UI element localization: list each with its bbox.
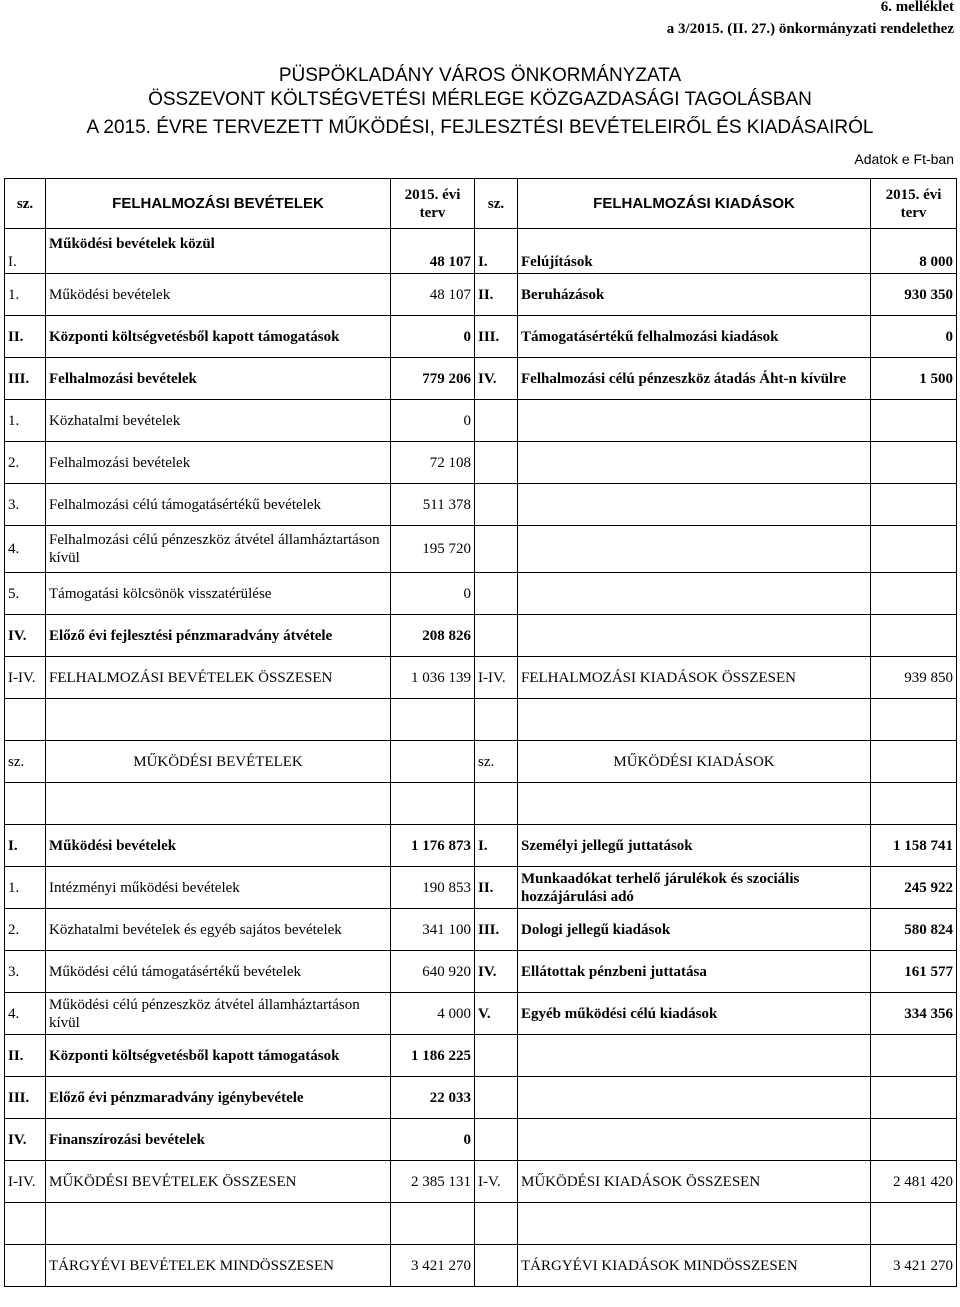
title-line-3: A 2015. ÉVRE TERVEZETT MŰKÖDÉSI, FEJLESZTÉSI BEVÉTELEIRŐL ÉS KIADÁSAIRÓL [86,117,874,138]
expenditure-value: 161 577 [871,951,957,993]
capital-row-2 [5,316,957,358]
revenue-label: Előző évi fejlesztési pénzmaradvány átvétele [46,615,391,657]
empty-cell [475,526,518,573]
expenditure-total-value: 939 850 [871,657,957,699]
revenue-label: Felhalmozási bevételek [46,442,391,484]
expenditure-value: 245 922 [871,867,957,909]
expenditure-label: Egyéb működési célú kiadások [518,993,871,1035]
revenue-value: 48 107 [391,229,475,274]
row-number: II. [475,867,518,909]
sz-header: sz. [475,179,518,229]
row-number: II. [5,1035,46,1077]
revenue-label: Intézményi működési bevételek [46,867,391,909]
empty-cell [475,615,518,657]
expenditure-value: 580 824 [871,909,957,951]
row-number: I. [5,825,46,867]
row-number: I. [475,825,518,867]
expenditure-label: Dologi jellegű kiadások [518,909,871,951]
empty-cell [475,1245,518,1287]
revenue-value: 1 176 873 [391,825,475,867]
empty-cell [475,442,518,484]
revenue-value: 72 108 [391,442,475,484]
row-number: IV. [5,1119,46,1161]
empty-cell [518,442,871,484]
row-number: I-IV. [475,657,518,699]
revenue-label: Működési bevételek [46,825,391,867]
expenditure-value: 0 [871,316,957,358]
empty-cell [475,1077,518,1119]
revenue-value: 190 853 [391,867,475,909]
annex-label: 6. melléklet [880,0,954,15]
revenue-total-label: MŰKÖDÉSI BEVÉTELEK ÖSSZESEN [46,1161,391,1203]
revenue-value: 640 920 [391,951,475,993]
capital-revenue-header: FELHALMOZÁSI BEVÉTELEK [46,179,391,229]
empty-cell [475,1119,518,1161]
revenue-value: 1 186 225 [391,1035,475,1077]
empty-cell [518,526,871,573]
empty-cell [475,1035,518,1077]
revenue-label: Működési bevételek közül [46,229,391,274]
row-number: 1. [5,867,46,909]
row-number: I. [475,229,518,274]
grand-total-expenditure-label: TÁRGYÉVI KIADÁSOK MINDÖSSZESEN [518,1245,871,1287]
empty-cell [871,741,957,783]
revenue-label: Támogatási kölcsönök visszatérülése [46,573,391,615]
capital-row-3 [5,358,957,400]
empty-cell [518,1035,871,1077]
empty-cell [518,615,871,657]
row-number: 1. [5,400,46,442]
revenue-value: 511 378 [391,484,475,526]
expenditure-label: Személyi jellegű juttatások [518,825,871,867]
operating-row-3 [5,951,957,993]
revenue-value: 195 720 [391,526,475,573]
grand-total-expenditure-value: 3 421 270 [871,1245,957,1287]
empty-cell [518,1077,871,1119]
expenditure-label: Felhalmozási célú pénzeszköz átadás Áht-n kívülre [518,358,871,400]
capital-total-row [5,657,957,699]
revenue-value: 341 100 [391,909,475,951]
row-number: 4. [5,993,46,1035]
expenditure-value: 930 350 [871,274,957,316]
row-number: I-IV. [5,657,46,699]
row-number: V. [475,993,518,1035]
capital-row-8 [5,573,957,615]
expenditure-label: Felújítások [518,229,871,274]
row-number: I-IV. [5,1161,46,1203]
capital-row-1 [5,274,957,316]
row-number: II. [475,274,518,316]
plan-header: 2015. évi terv [391,179,475,229]
expenditure-value: 1 158 741 [871,825,957,867]
row-number: III. [5,358,46,400]
decree-reference: a 3/2015. (II. 27.) önkormányzati rendelethez [666,21,954,37]
revenue-label: Központi költségvetésből kapott támogatások [46,316,391,358]
empty-cell [871,526,957,573]
operating-row-5 [5,1035,957,1077]
revenue-label: Közhatalmi bevételek [46,400,391,442]
capital-expenditure-header: FELHALMOZÁSI KIADÁSOK [518,179,871,229]
sz-header: sz. [5,741,46,783]
empty-cell [518,484,871,526]
empty-cell [475,484,518,526]
revenue-label: Működési célú pénzeszköz átvétel államháztartáson kívül [46,993,391,1035]
row-number: III. [475,316,518,358]
units-note: Adatok e Ft-ban [854,151,954,167]
capital-row-7 [5,526,957,573]
row-number: 3. [5,951,46,993]
grand-total-row [5,1245,957,1287]
empty-cell [475,400,518,442]
operating-row-1 [5,867,957,909]
expenditure-value: 334 356 [871,993,957,1035]
empty-cell [391,741,475,783]
operating-expenditure-header: MŰKÖDÉSI KIADÁSOK [518,741,871,783]
operating-row-6 [5,1077,957,1119]
empty-cell [871,1077,957,1119]
expenditure-label: Munkaadókat terhelő járulékok és szociális hozzájárulási adó [518,867,871,909]
expenditure-value: 1 500 [871,358,957,400]
row-number: III. [5,1077,46,1119]
expenditure-label: Ellátottak pénzbeni juttatása [518,951,871,993]
revenue-label: Felhalmozási célú támogatásértékű bevételek [46,484,391,526]
empty-cell [871,400,957,442]
empty-cell [871,1119,957,1161]
empty-cell [871,1035,957,1077]
revenue-label: Központi költségvetésből kapott támogatások [46,1035,391,1077]
row-number: IV. [475,951,518,993]
plan-header: 2015. évi terv [871,179,957,229]
row-number: 2. [5,442,46,484]
capital-header-row [5,179,957,229]
revenue-value: 48 107 [391,274,475,316]
revenue-total-value: 2 385 131 [391,1161,475,1203]
empty-cell [871,615,957,657]
row-number: 5. [5,573,46,615]
revenue-value: 0 [391,400,475,442]
row-number: IV. [5,615,46,657]
capital-row-4 [5,400,957,442]
revenue-value: 0 [391,573,475,615]
expenditure-total-label: FELHALMOZÁSI KIADÁSOK ÖSSZESEN [518,657,871,699]
revenue-value: 4 000 [391,993,475,1035]
sz-header: sz. [475,741,518,783]
revenue-label: Működési bevételek [46,274,391,316]
budget-table [4,178,957,1287]
revenue-value: 0 [391,1119,475,1161]
sz-header: sz. [5,179,46,229]
revenue-value: 208 826 [391,615,475,657]
expenditure-total-value: 2 481 420 [871,1161,957,1203]
title-line-1: PÜSPÖKLADÁNY VÁROS ÖNKORMÁNYZATA [278,65,682,86]
operating-header-row [5,741,957,783]
revenue-total-value: 1 036 139 [391,657,475,699]
expenditure-label: Beruházások [518,274,871,316]
empty-cell [871,484,957,526]
revenue-total-label: FELHALMOZÁSI BEVÉTELEK ÖSSZESEN [46,657,391,699]
operating-row-0 [5,825,957,867]
expenditure-value: 8 000 [871,229,957,274]
revenue-label: Közhatalmi bevételek és egyéb sajátos bevételek [46,909,391,951]
row-number: III. [475,909,518,951]
grand-total-revenue-value: 3 421 270 [391,1245,475,1287]
empty-cell [475,573,518,615]
capital-row-0 [5,229,957,274]
revenue-value: 22 033 [391,1077,475,1119]
operating-row-2 [5,909,957,951]
title-line-2: ÖSSZEVONT KÖLTSÉGVETÉSI MÉRLEGE KÖZGAZDASÁGI TAGOLÁSBAN [148,89,812,110]
revenue-value: 779 206 [391,358,475,400]
operating-row-7 [5,1119,957,1161]
row-number: 2. [5,909,46,951]
row-number: II. [5,316,46,358]
spacer-row [5,1203,957,1245]
revenue-label: Finanszírozási bevételek [46,1119,391,1161]
revenue-label: Előző évi pénzmaradvány igénybevétele [46,1077,391,1119]
empty-cell [871,573,957,615]
row-number: 1. [5,274,46,316]
revenue-value: 0 [391,316,475,358]
revenue-label: Felhalmozási célú pénzeszköz átvétel államháztartáson kívül [46,526,391,573]
empty-cell [871,442,957,484]
row-number: IV. [475,358,518,400]
operating-row-4 [5,993,957,1035]
row-number: I-V. [475,1161,518,1203]
row-number: 4. [5,526,46,573]
operating-total-row [5,1161,957,1203]
capital-row-9 [5,615,957,657]
grand-total-revenue-label: TÁRGYÉVI BEVÉTELEK MINDÖSSZESEN [46,1245,391,1287]
expenditure-total-label: MŰKÖDÉSI KIADÁSOK ÖSSZESEN [518,1161,871,1203]
capital-row-5 [5,442,957,484]
empty-cell [518,400,871,442]
row-number: 3. [5,484,46,526]
revenue-label: Felhalmozási bevételek [46,358,391,400]
operating-revenue-header: MŰKÖDÉSI BEVÉTELEK [46,741,391,783]
spacer-row [5,699,957,741]
capital-row-6 [5,484,957,526]
row-number: I. [5,229,46,274]
spacer-row [5,783,957,825]
empty-cell [5,1245,46,1287]
revenue-label: Működési célú támogatásértékű bevételek [46,951,391,993]
expenditure-label: Támogatásértékű felhalmozási kiadások [518,316,871,358]
empty-cell [518,1119,871,1161]
empty-cell [518,573,871,615]
